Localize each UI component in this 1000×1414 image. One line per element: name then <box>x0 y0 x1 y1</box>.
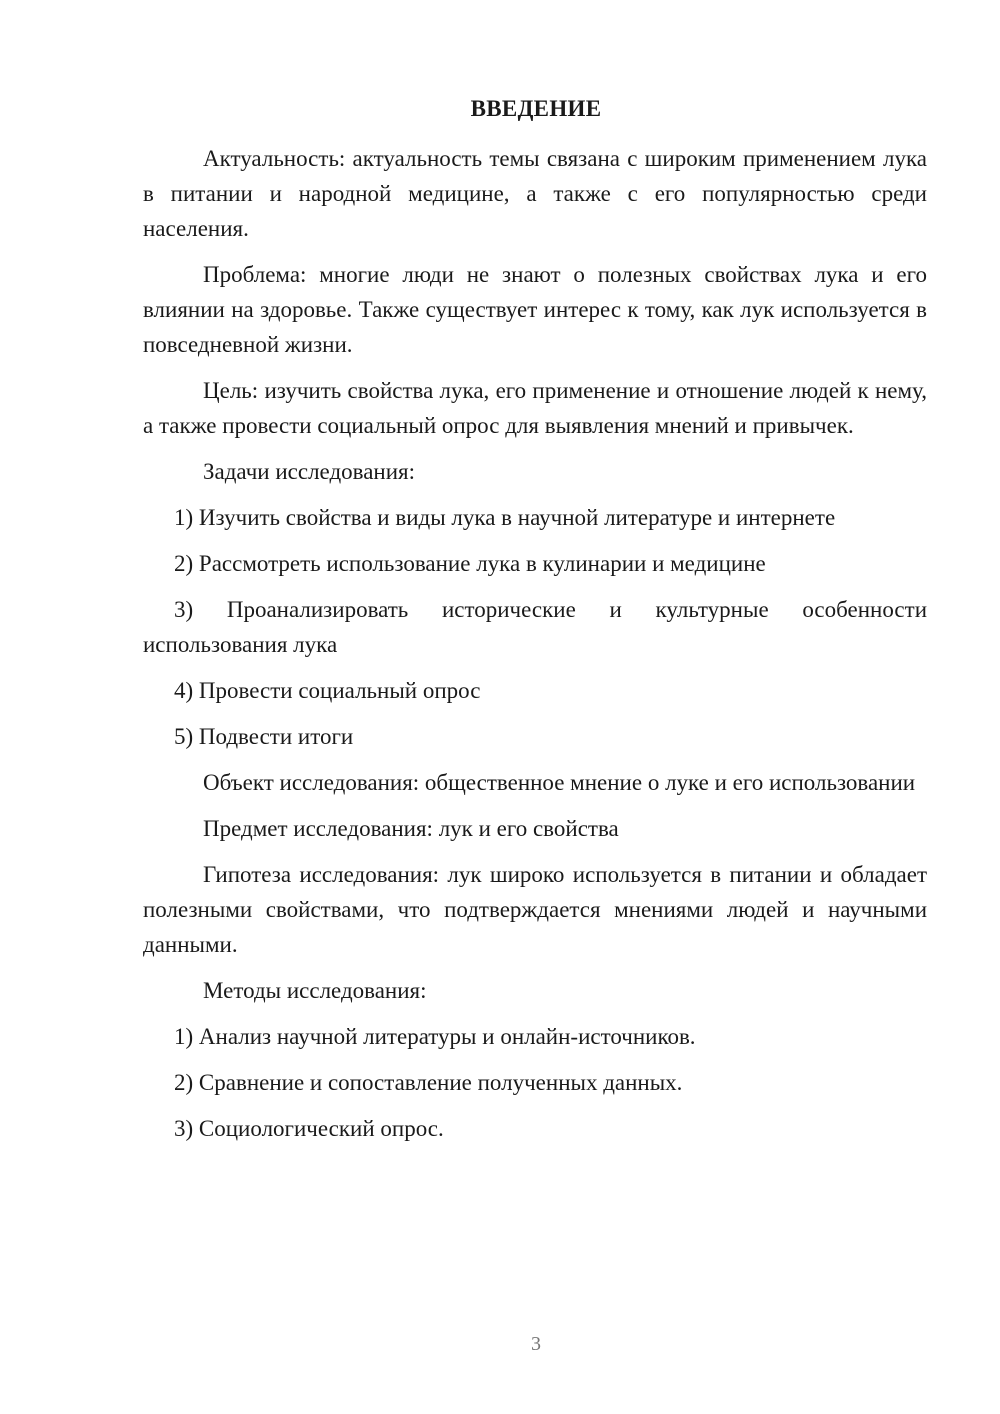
task-item: 3) Проанализировать исторические и культурные особенности использования лука <box>143 597 927 657</box>
subject-paragraph: Предмет исследования: лук и его свойства <box>203 816 619 841</box>
task-item: 2) Рассмотреть использование лука в кулинарии и медицине <box>174 551 766 576</box>
page-title: ВВЕДЕНИЕ <box>470 96 602 121</box>
goal-paragraph: Цель: изучить свойства лука, его применение и отношение людей к нему, а также провести социальный опрос для выявления мнений и привычек. <box>143 378 927 438</box>
tasks-heading: Задачи исследования: <box>203 459 416 484</box>
method-item: 3) Социологический опрос. <box>174 1116 444 1141</box>
hypothesis-paragraph: Гипотеза исследования: лук широко используется в питании и обладает полезными свойствами, что подтверждается мнениями людей и научными данными. <box>143 862 927 957</box>
task-item: 5) Подвести итоги <box>174 724 354 749</box>
page-number: 3 <box>531 1333 541 1355</box>
problem-paragraph: Проблема: многие люди не знают о полезных свойствах лука и его влиянии на здоровье. Также существует интерес к тому, как лук используется в повседневной жизни. <box>143 262 927 357</box>
method-item: 1) Анализ научной литературы и онлайн-источников. <box>174 1024 696 1049</box>
task-item: 1) Изучить свойства и виды лука в научной литературе и интернете <box>174 505 836 530</box>
relevance-paragraph: Актуальность: актуальность темы связана с широким применением лука в питании и народной медицине, а также с его популярностью среди населения. <box>143 146 927 241</box>
document-body <box>143 141 927 1157</box>
method-item: 2) Сравнение и сопоставление полученных данных. <box>174 1070 683 1095</box>
task-item: 4) Провести социальный опрос <box>174 678 481 703</box>
methods-heading: Методы исследования: <box>203 978 427 1003</box>
object-paragraph: Объект исследования: общественное мнение о луке и его использовании <box>203 770 916 795</box>
